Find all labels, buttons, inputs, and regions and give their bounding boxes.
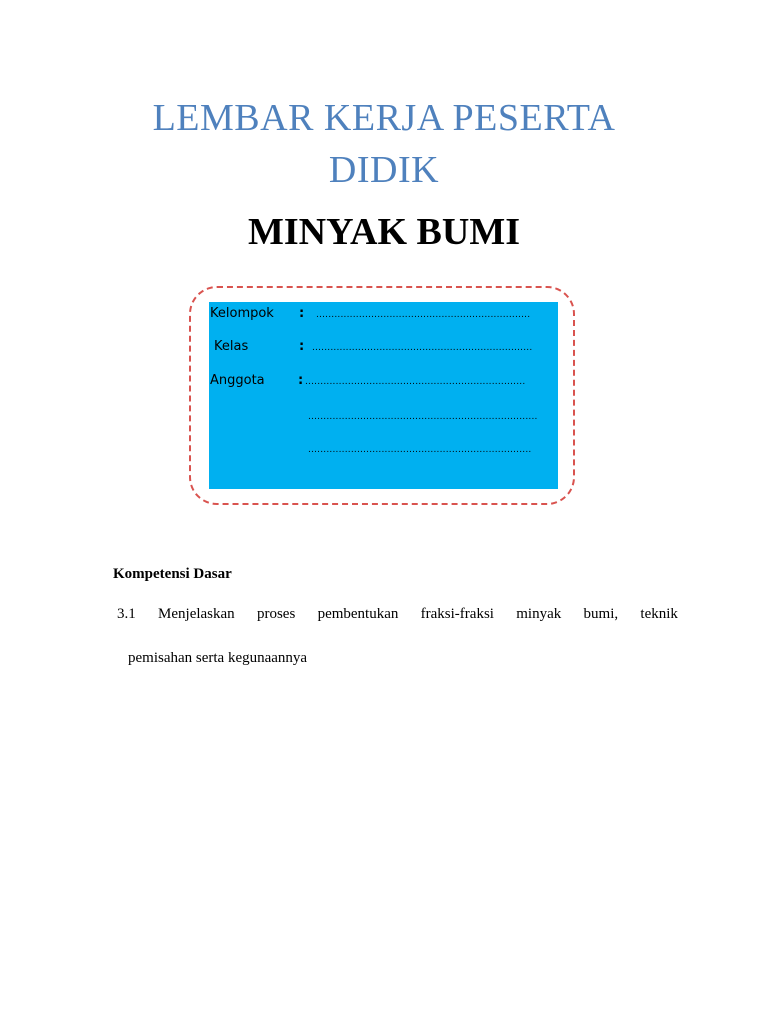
- kelompok-label: Kelompok: [210, 306, 274, 321]
- worksheet-subtitle: MINYAK BUMI: [248, 211, 520, 253]
- anggota-extra-fill-line-1[interactable]: ...........................................................................: [308, 412, 538, 422]
- kompetensi-word: proses: [256, 606, 296, 622]
- kompetensi-word: bumi,: [583, 606, 619, 622]
- kelas-colon: :: [299, 339, 305, 354]
- worksheet-title-line-1: LEMBAR KERJA PESERTA: [152, 97, 616, 139]
- anggota-row: [209, 373, 558, 393]
- anggota-extra-row-1: [209, 408, 558, 428]
- kompetensi-item-number: 3.1: [117, 606, 136, 622]
- anggota-extra-fill-line-2[interactable]: .........................................................................: [308, 445, 532, 455]
- kelompok-colon: :: [299, 306, 305, 321]
- kelas-fill-line[interactable]: ........................................................................: [312, 343, 533, 353]
- anggota-label: Anggota: [210, 373, 265, 388]
- kelompok-fill-line[interactable]: ......................................................................: [316, 310, 531, 320]
- kompetensi-item-line-2: pemisahan serta kegunaannya: [128, 650, 308, 666]
- kelas-label: Kelas: [214, 339, 249, 354]
- kompetensi-item-line-1: [117, 606, 678, 623]
- anggota-extra-row-2: [209, 441, 558, 461]
- anggota-colon: :: [298, 373, 304, 388]
- kompetensi-heading: Kompetensi Dasar: [113, 566, 232, 582]
- worksheet-title-line-2: DIDIK: [328, 149, 440, 191]
- kompetensi-word: minyak: [516, 606, 562, 622]
- kompetensi-word: fraksi-fraksi: [420, 606, 494, 622]
- kompetensi-word: Menjelaskan: [158, 606, 235, 622]
- kompetensi-word: pembentukan: [317, 606, 399, 622]
- anggota-fill-line[interactable]: ........................................................................: [305, 377, 526, 387]
- kelas-row: [209, 339, 558, 359]
- kompetensi-word: teknik: [640, 606, 678, 622]
- identity-box: [209, 302, 558, 489]
- kelompok-row: [209, 306, 558, 326]
